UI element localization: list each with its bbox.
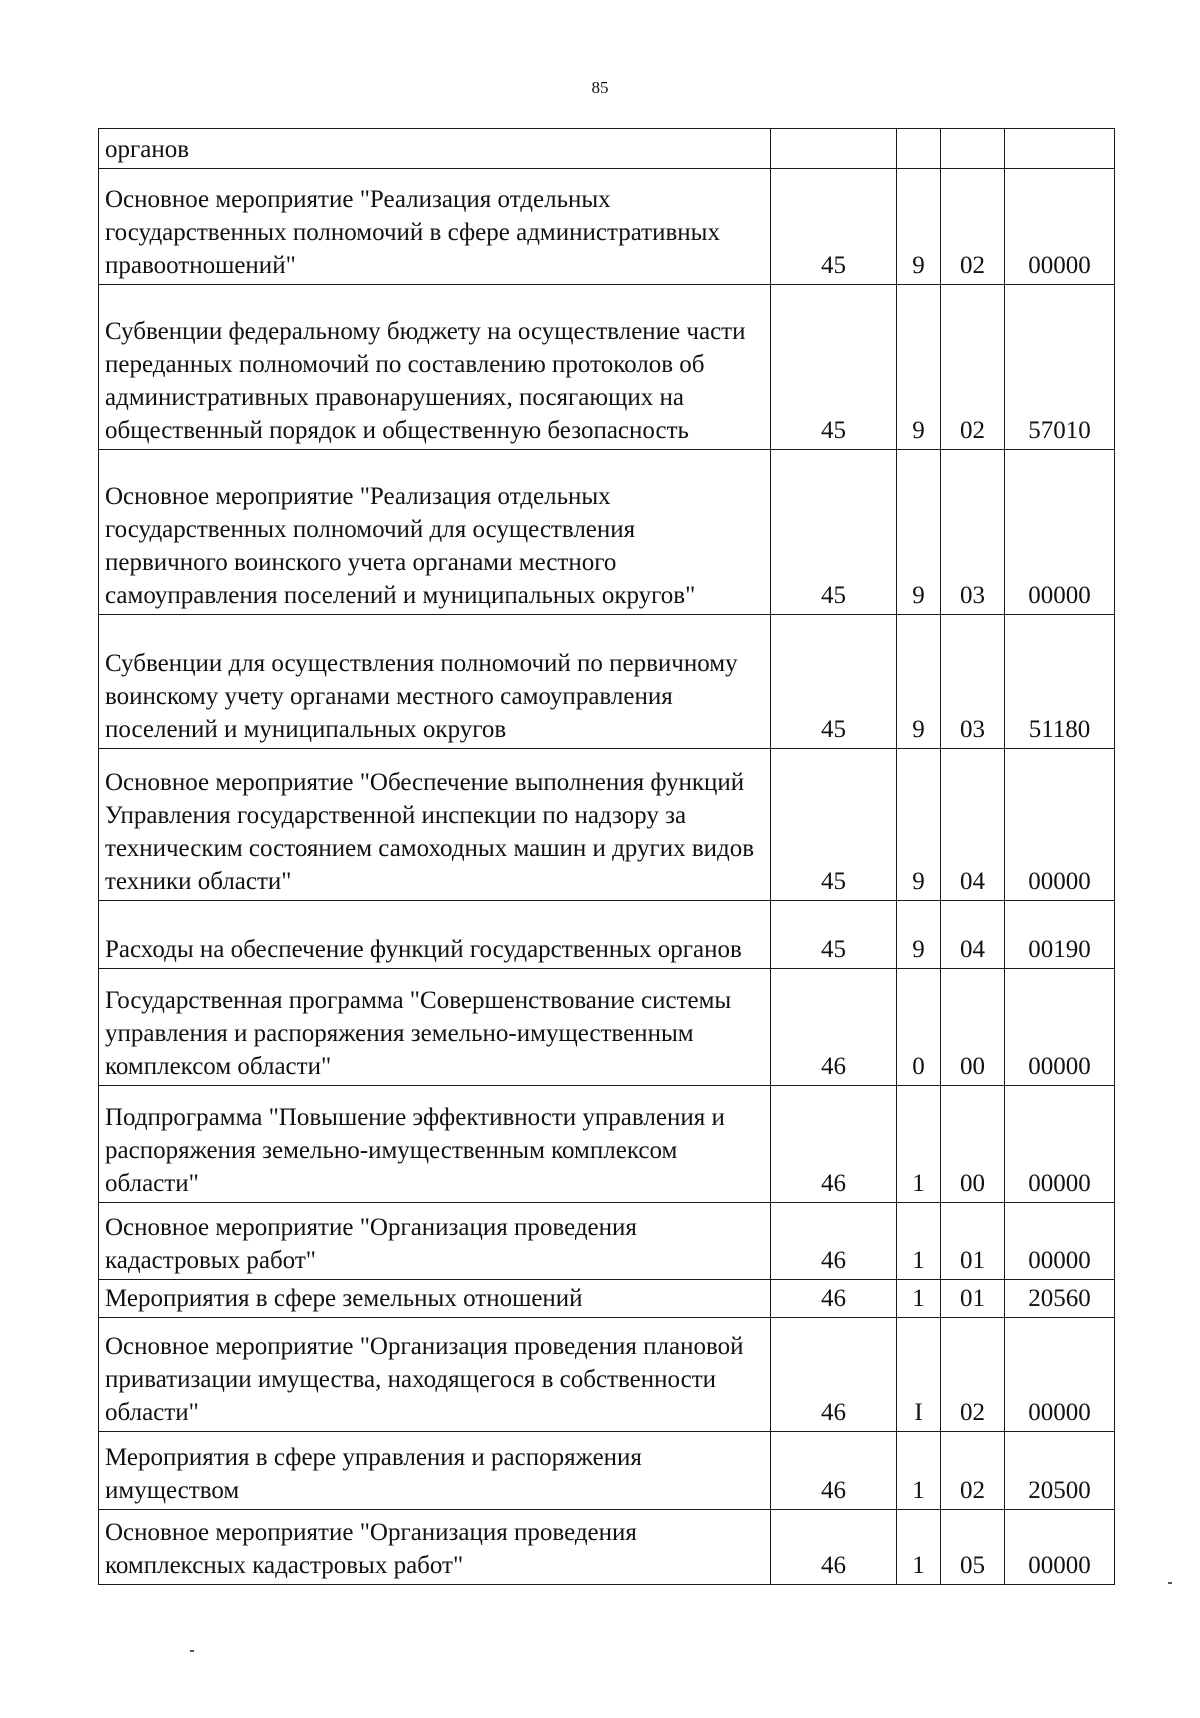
direction-code-cell: 00000: [1005, 969, 1115, 1086]
program-code-cell: 45: [771, 615, 897, 749]
row-description: Основное мероприятие "Организация проведения комплексных кадастровых работ": [99, 1510, 771, 1585]
event-code-cell: 02: [941, 1318, 1005, 1432]
subprogram-code-cell: [897, 129, 941, 169]
subprogram-code-cell: 1: [897, 1280, 941, 1318]
direction-code-cell: 00000: [1005, 1318, 1115, 1432]
program-code-cell: 45: [771, 901, 897, 969]
program-code-cell: 45: [771, 749, 897, 901]
direction-code-cell: 00190: [1005, 901, 1115, 969]
scan-speck: [190, 1650, 194, 1652]
direction-code-cell: 00000: [1005, 169, 1115, 285]
row-description: Основное мероприятие "Обеспечение выполнения функций Управления государственной инспекции по надзору за техническим состоянием самоходных машин и других видов техники области": [99, 749, 771, 901]
event-code-cell: 01: [941, 1203, 1005, 1280]
event-code-cell: 01: [941, 1280, 1005, 1318]
event-code-cell: 05: [941, 1510, 1005, 1585]
table-row: [99, 169, 1115, 285]
program-code-cell: 45: [771, 450, 897, 615]
row-description: Основное мероприятие "Реализация отдельных государственных полномочий для осуществления первичного воинского учета органами местного самоуправления поселений и муниципальных округов": [99, 450, 771, 615]
subprogram-code-cell: 9: [897, 749, 941, 901]
direction-code-cell: 57010: [1005, 285, 1115, 450]
table-row: [99, 1510, 1115, 1585]
direction-code-cell: 00000: [1005, 1086, 1115, 1203]
program-code-cell: 46: [771, 1510, 897, 1585]
program-code-cell: 46: [771, 969, 897, 1086]
table-row: [99, 450, 1115, 615]
event-code-cell: 02: [941, 1432, 1005, 1510]
budget-classification-table: [98, 128, 1115, 1585]
subprogram-code-cell: 1: [897, 1086, 941, 1203]
subprogram-code-cell: 9: [897, 450, 941, 615]
scan-speck: [1168, 1582, 1172, 1584]
table-row: [99, 1318, 1115, 1432]
event-code-cell: 00: [941, 969, 1005, 1086]
program-code-cell: [771, 129, 897, 169]
page-number: 85: [591, 78, 609, 97]
program-code-cell: 46: [771, 1280, 897, 1318]
direction-code-cell: 00000: [1005, 1203, 1115, 1280]
row-description: Подпрограмма "Повышение эффективности управления и распоряжения земельно-имущественным комплексом области": [99, 1086, 771, 1203]
subprogram-code-cell: I: [897, 1318, 941, 1432]
subprogram-code-cell: 1: [897, 1510, 941, 1585]
table-row: [99, 1203, 1115, 1280]
subprogram-code-cell: 1: [897, 1432, 941, 1510]
direction-code-cell: 00000: [1005, 1510, 1115, 1585]
row-description: Основное мероприятие "Реализация отдельных государственных полномочий в сфере административных правоотношений": [99, 169, 771, 285]
row-description: Основное мероприятие "Организация проведения плановой приватизации имущества, находящегося в собственности области": [99, 1318, 771, 1432]
row-description: Субвенции для осуществления полномочий по первичному воинскому учету органами местного самоуправления поселений и муниципальных округов: [99, 615, 771, 749]
program-code-cell: 45: [771, 169, 897, 285]
row-description: Расходы на обеспечение функций государственных органов: [99, 901, 771, 969]
row-description: Основное мероприятие "Организация проведения кадастровых работ": [99, 1203, 771, 1280]
event-code-cell: 04: [941, 901, 1005, 969]
program-code-cell: 46: [771, 1432, 897, 1510]
direction-code-cell: [1005, 129, 1115, 169]
row-description: Государственная программа "Совершенствование системы управления и распоряжения земельно-имущественным комплексом области": [99, 969, 771, 1086]
table-row: [99, 1280, 1115, 1318]
direction-code-cell: 00000: [1005, 450, 1115, 615]
table-row: [99, 969, 1115, 1086]
event-code-cell: 04: [941, 749, 1005, 901]
table-row: [99, 129, 1115, 169]
event-code-cell: 03: [941, 450, 1005, 615]
subprogram-code-cell: 9: [897, 901, 941, 969]
event-code-cell: [941, 129, 1005, 169]
table-row: [99, 1086, 1115, 1203]
event-code-cell: 02: [941, 285, 1005, 450]
subprogram-code-cell: 0: [897, 969, 941, 1086]
table-row: [99, 1432, 1115, 1510]
table-row: [99, 285, 1115, 450]
row-description: Мероприятия в сфере управления и распоряжения имуществом: [99, 1432, 771, 1510]
subprogram-code-cell: 9: [897, 169, 941, 285]
subprogram-code-cell: 1: [897, 1203, 941, 1280]
direction-code-cell: 20500: [1005, 1432, 1115, 1510]
row-description: органов: [99, 129, 771, 169]
event-code-cell: 02: [941, 169, 1005, 285]
event-code-cell: 03: [941, 615, 1005, 749]
direction-code-cell: 20560: [1005, 1280, 1115, 1318]
subprogram-code-cell: 9: [897, 285, 941, 450]
row-description: Субвенции федеральному бюджету на осуществление части переданных полномочий по составлению протоколов об административных правонарушениях, посягающих на общественный порядок и общественную безопасность: [99, 285, 771, 450]
table-row: [99, 901, 1115, 969]
program-code-cell: 46: [771, 1203, 897, 1280]
direction-code-cell: 51180: [1005, 615, 1115, 749]
event-code-cell: 00: [941, 1086, 1005, 1203]
table-row: [99, 749, 1115, 901]
program-code-cell: 46: [771, 1086, 897, 1203]
table-row: [99, 615, 1115, 749]
row-description: Мероприятия в сфере земельных отношений: [99, 1280, 771, 1318]
program-code-cell: 45: [771, 285, 897, 450]
program-code-cell: 46: [771, 1318, 897, 1432]
subprogram-code-cell: 9: [897, 615, 941, 749]
direction-code-cell: 00000: [1005, 749, 1115, 901]
